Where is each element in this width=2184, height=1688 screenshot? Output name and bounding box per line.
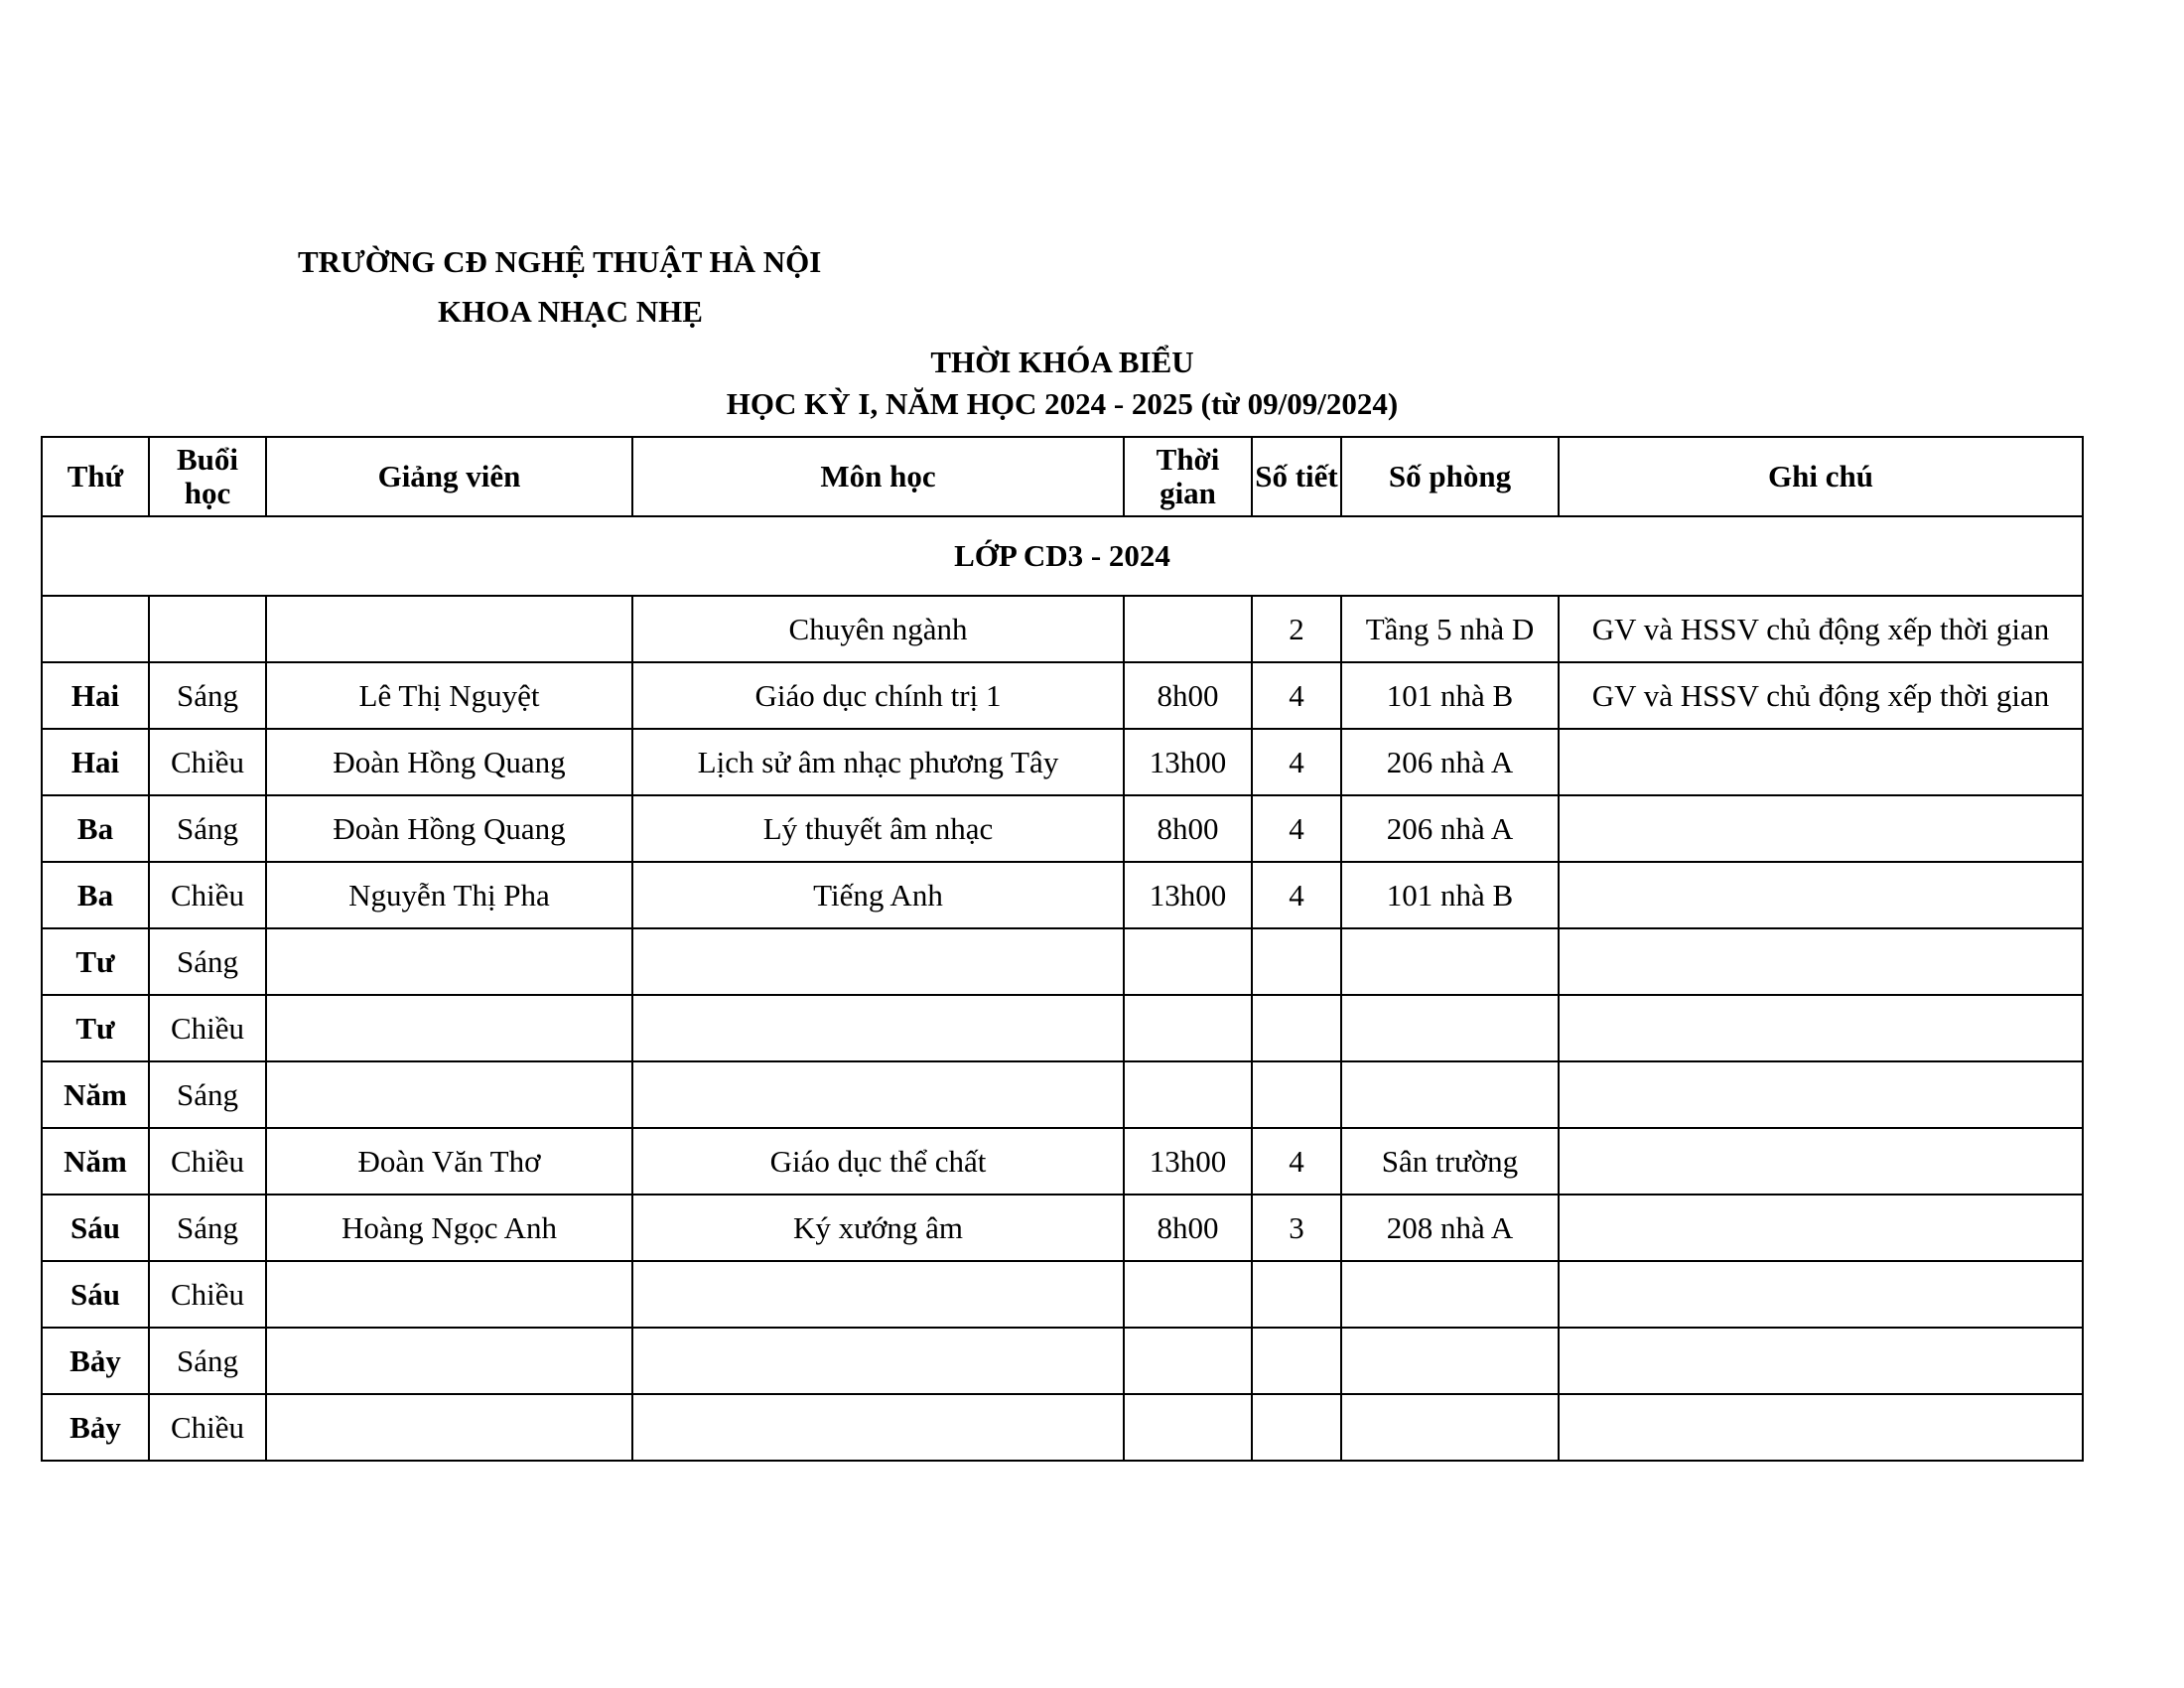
subject-cell: Giáo dục chính trị 1: [632, 662, 1124, 729]
notes-cell: GV và HSSV chủ động xếp thời gian: [1559, 596, 2083, 662]
subject-cell: [632, 1328, 1124, 1394]
column-header-room: Số phòng: [1341, 437, 1559, 516]
time-cell: 8h00: [1124, 795, 1252, 862]
lecturer-cell: [266, 1061, 632, 1128]
lecturer-cell: [266, 1261, 632, 1328]
subject-cell: [632, 1394, 1124, 1461]
lecturer-cell: [266, 928, 632, 995]
time-cell: 13h00: [1124, 862, 1252, 928]
periods-cell: 4: [1252, 862, 1341, 928]
notes-cell: [1559, 995, 2083, 1061]
notes-cell: [1559, 795, 2083, 862]
room-cell: [1341, 1328, 1559, 1394]
periods-cell: 3: [1252, 1195, 1341, 1261]
table-row: [42, 1328, 2083, 1394]
periods-cell: 4: [1252, 662, 1341, 729]
day-cell: Năm: [42, 1061, 149, 1128]
room-cell: [1341, 995, 1559, 1061]
document-title: THỜI KHÓA BIỂU: [930, 345, 1194, 379]
periods-cell: [1252, 1061, 1341, 1128]
day-cell: Tư: [42, 995, 149, 1061]
room-cell: [1341, 1394, 1559, 1461]
school-name: TRƯỜNG CĐ NGHỆ THUẬT HÀ NỘI: [298, 244, 822, 279]
day-cell: Bảy: [42, 1328, 149, 1394]
column-header-periods: Số tiết: [1252, 437, 1341, 516]
table-header-row: [42, 437, 2083, 516]
table-row: [42, 995, 2083, 1061]
lecturer-cell: Đoàn Văn Thơ: [266, 1128, 632, 1195]
lecturer-cell: Hoàng Ngọc Anh: [266, 1195, 632, 1261]
column-header-day: Thứ: [42, 437, 149, 516]
periods-cell: 4: [1252, 1128, 1341, 1195]
time-cell: [1124, 995, 1252, 1061]
table-row: [42, 596, 2083, 662]
table-row: [42, 1195, 2083, 1261]
periods-cell: [1252, 928, 1341, 995]
subject-cell: Lịch sử âm nhạc phương Tây: [632, 729, 1124, 795]
subject-cell: [632, 1261, 1124, 1328]
periods-cell: 4: [1252, 795, 1341, 862]
notes-cell: [1559, 862, 2083, 928]
notes-cell: GV và HSSV chủ động xếp thời gian: [1559, 662, 2083, 729]
day-cell: Ba: [42, 862, 149, 928]
notes-cell: [1559, 1061, 2083, 1128]
session-cell: Sáng: [149, 1328, 266, 1394]
room-cell: [1341, 928, 1559, 995]
day-cell: Hai: [42, 662, 149, 729]
periods-cell: 2: [1252, 596, 1341, 662]
session-cell: Sáng: [149, 662, 266, 729]
document-subtitle: HỌC KỲ I, NĂM HỌC 2024 - 2025 (từ 09/09/2024): [726, 386, 1399, 421]
room-cell: 206 nhà A: [1341, 729, 1559, 795]
table-row: [42, 729, 2083, 795]
time-cell: 13h00: [1124, 1128, 1252, 1195]
subject-cell: Tiếng Anh: [632, 862, 1124, 928]
table-row: [42, 662, 2083, 729]
session-cell: Chiều: [149, 729, 266, 795]
room-cell: 101 nhà B: [1341, 862, 1559, 928]
subject-cell: Ký xướng âm: [632, 1195, 1124, 1261]
session-cell: Sáng: [149, 1061, 266, 1128]
time-cell: 8h00: [1124, 1195, 1252, 1261]
time-cell: [1124, 928, 1252, 995]
column-header-lecturer: Giảng viên: [266, 437, 632, 516]
notes-cell: [1559, 1128, 2083, 1195]
subject-cell: [632, 928, 1124, 995]
lecturer-cell: [266, 1394, 632, 1461]
table-row: [42, 862, 2083, 928]
table-row: [42, 1394, 2083, 1461]
time-cell: [1124, 1328, 1252, 1394]
table-row: [42, 795, 2083, 862]
column-header-session: Buổi học: [149, 437, 266, 516]
class-label: LỚP CD3 - 2024: [42, 516, 2083, 596]
notes-cell: [1559, 1261, 2083, 1328]
day-cell: [42, 596, 149, 662]
lecturer-cell: Đoàn Hồng Quang: [266, 729, 632, 795]
session-cell: Chiều: [149, 1128, 266, 1195]
session-cell: Chiều: [149, 995, 266, 1061]
table-row: [42, 1261, 2083, 1328]
session-cell: Sáng: [149, 928, 266, 995]
lecturer-cell: [266, 1328, 632, 1394]
session-cell: Chiều: [149, 1261, 266, 1328]
day-cell: Bảy: [42, 1394, 149, 1461]
day-cell: Ba: [42, 795, 149, 862]
periods-cell: 4: [1252, 729, 1341, 795]
subject-cell: [632, 1061, 1124, 1128]
day-cell: Sáu: [42, 1261, 149, 1328]
session-cell: Sáng: [149, 795, 266, 862]
session-cell: Chiều: [149, 862, 266, 928]
periods-cell: [1252, 1261, 1341, 1328]
time-cell: 13h00: [1124, 729, 1252, 795]
room-cell: 208 nhà A: [1341, 1195, 1559, 1261]
room-cell: 206 nhà A: [1341, 795, 1559, 862]
day-cell: Hai: [42, 729, 149, 795]
time-cell: [1124, 596, 1252, 662]
table-row: [42, 928, 2083, 995]
periods-cell: [1252, 995, 1341, 1061]
lecturer-cell: Nguyễn Thị Pha: [266, 862, 632, 928]
room-cell: Tầng 5 nhà D: [1341, 596, 1559, 662]
faculty-name: KHOA NHẠC NHẸ: [438, 294, 703, 329]
day-cell: Sáu: [42, 1195, 149, 1261]
class-title-row: [42, 516, 2083, 596]
periods-cell: [1252, 1394, 1341, 1461]
session-cell: Sáng: [149, 1195, 266, 1261]
room-cell: [1341, 1261, 1559, 1328]
timetable: [41, 436, 2084, 1462]
time-cell: [1124, 1261, 1252, 1328]
time-cell: [1124, 1394, 1252, 1461]
table-row: [42, 1128, 2083, 1195]
lecturer-cell: Đoàn Hồng Quang: [266, 795, 632, 862]
room-cell: 101 nhà B: [1341, 662, 1559, 729]
subject-cell: Giáo dục thể chất: [632, 1128, 1124, 1195]
room-cell: Sân trường: [1341, 1128, 1559, 1195]
notes-cell: [1559, 928, 2083, 995]
notes-cell: [1559, 1195, 2083, 1261]
column-header-notes: Ghi chú: [1559, 437, 2083, 516]
notes-cell: [1559, 729, 2083, 795]
session-cell: Chiều: [149, 1394, 266, 1461]
lecturer-cell: [266, 995, 632, 1061]
table-row: [42, 1061, 2083, 1128]
notes-cell: [1559, 1328, 2083, 1394]
day-cell: Tư: [42, 928, 149, 995]
column-header-subject: Môn học: [632, 437, 1124, 516]
time-cell: 8h00: [1124, 662, 1252, 729]
lecturer-cell: Lê Thị Nguyệt: [266, 662, 632, 729]
subject-cell: Chuyên ngành: [632, 596, 1124, 662]
lecturer-cell: [266, 596, 632, 662]
subject-cell: [632, 995, 1124, 1061]
time-cell: [1124, 1061, 1252, 1128]
periods-cell: [1252, 1328, 1341, 1394]
notes-cell: [1559, 1394, 2083, 1461]
day-cell: Năm: [42, 1128, 149, 1195]
subject-cell: Lý thuyết âm nhạc: [632, 795, 1124, 862]
session-cell: [149, 596, 266, 662]
room-cell: [1341, 1061, 1559, 1128]
column-header-time: Thời gian: [1124, 437, 1252, 516]
